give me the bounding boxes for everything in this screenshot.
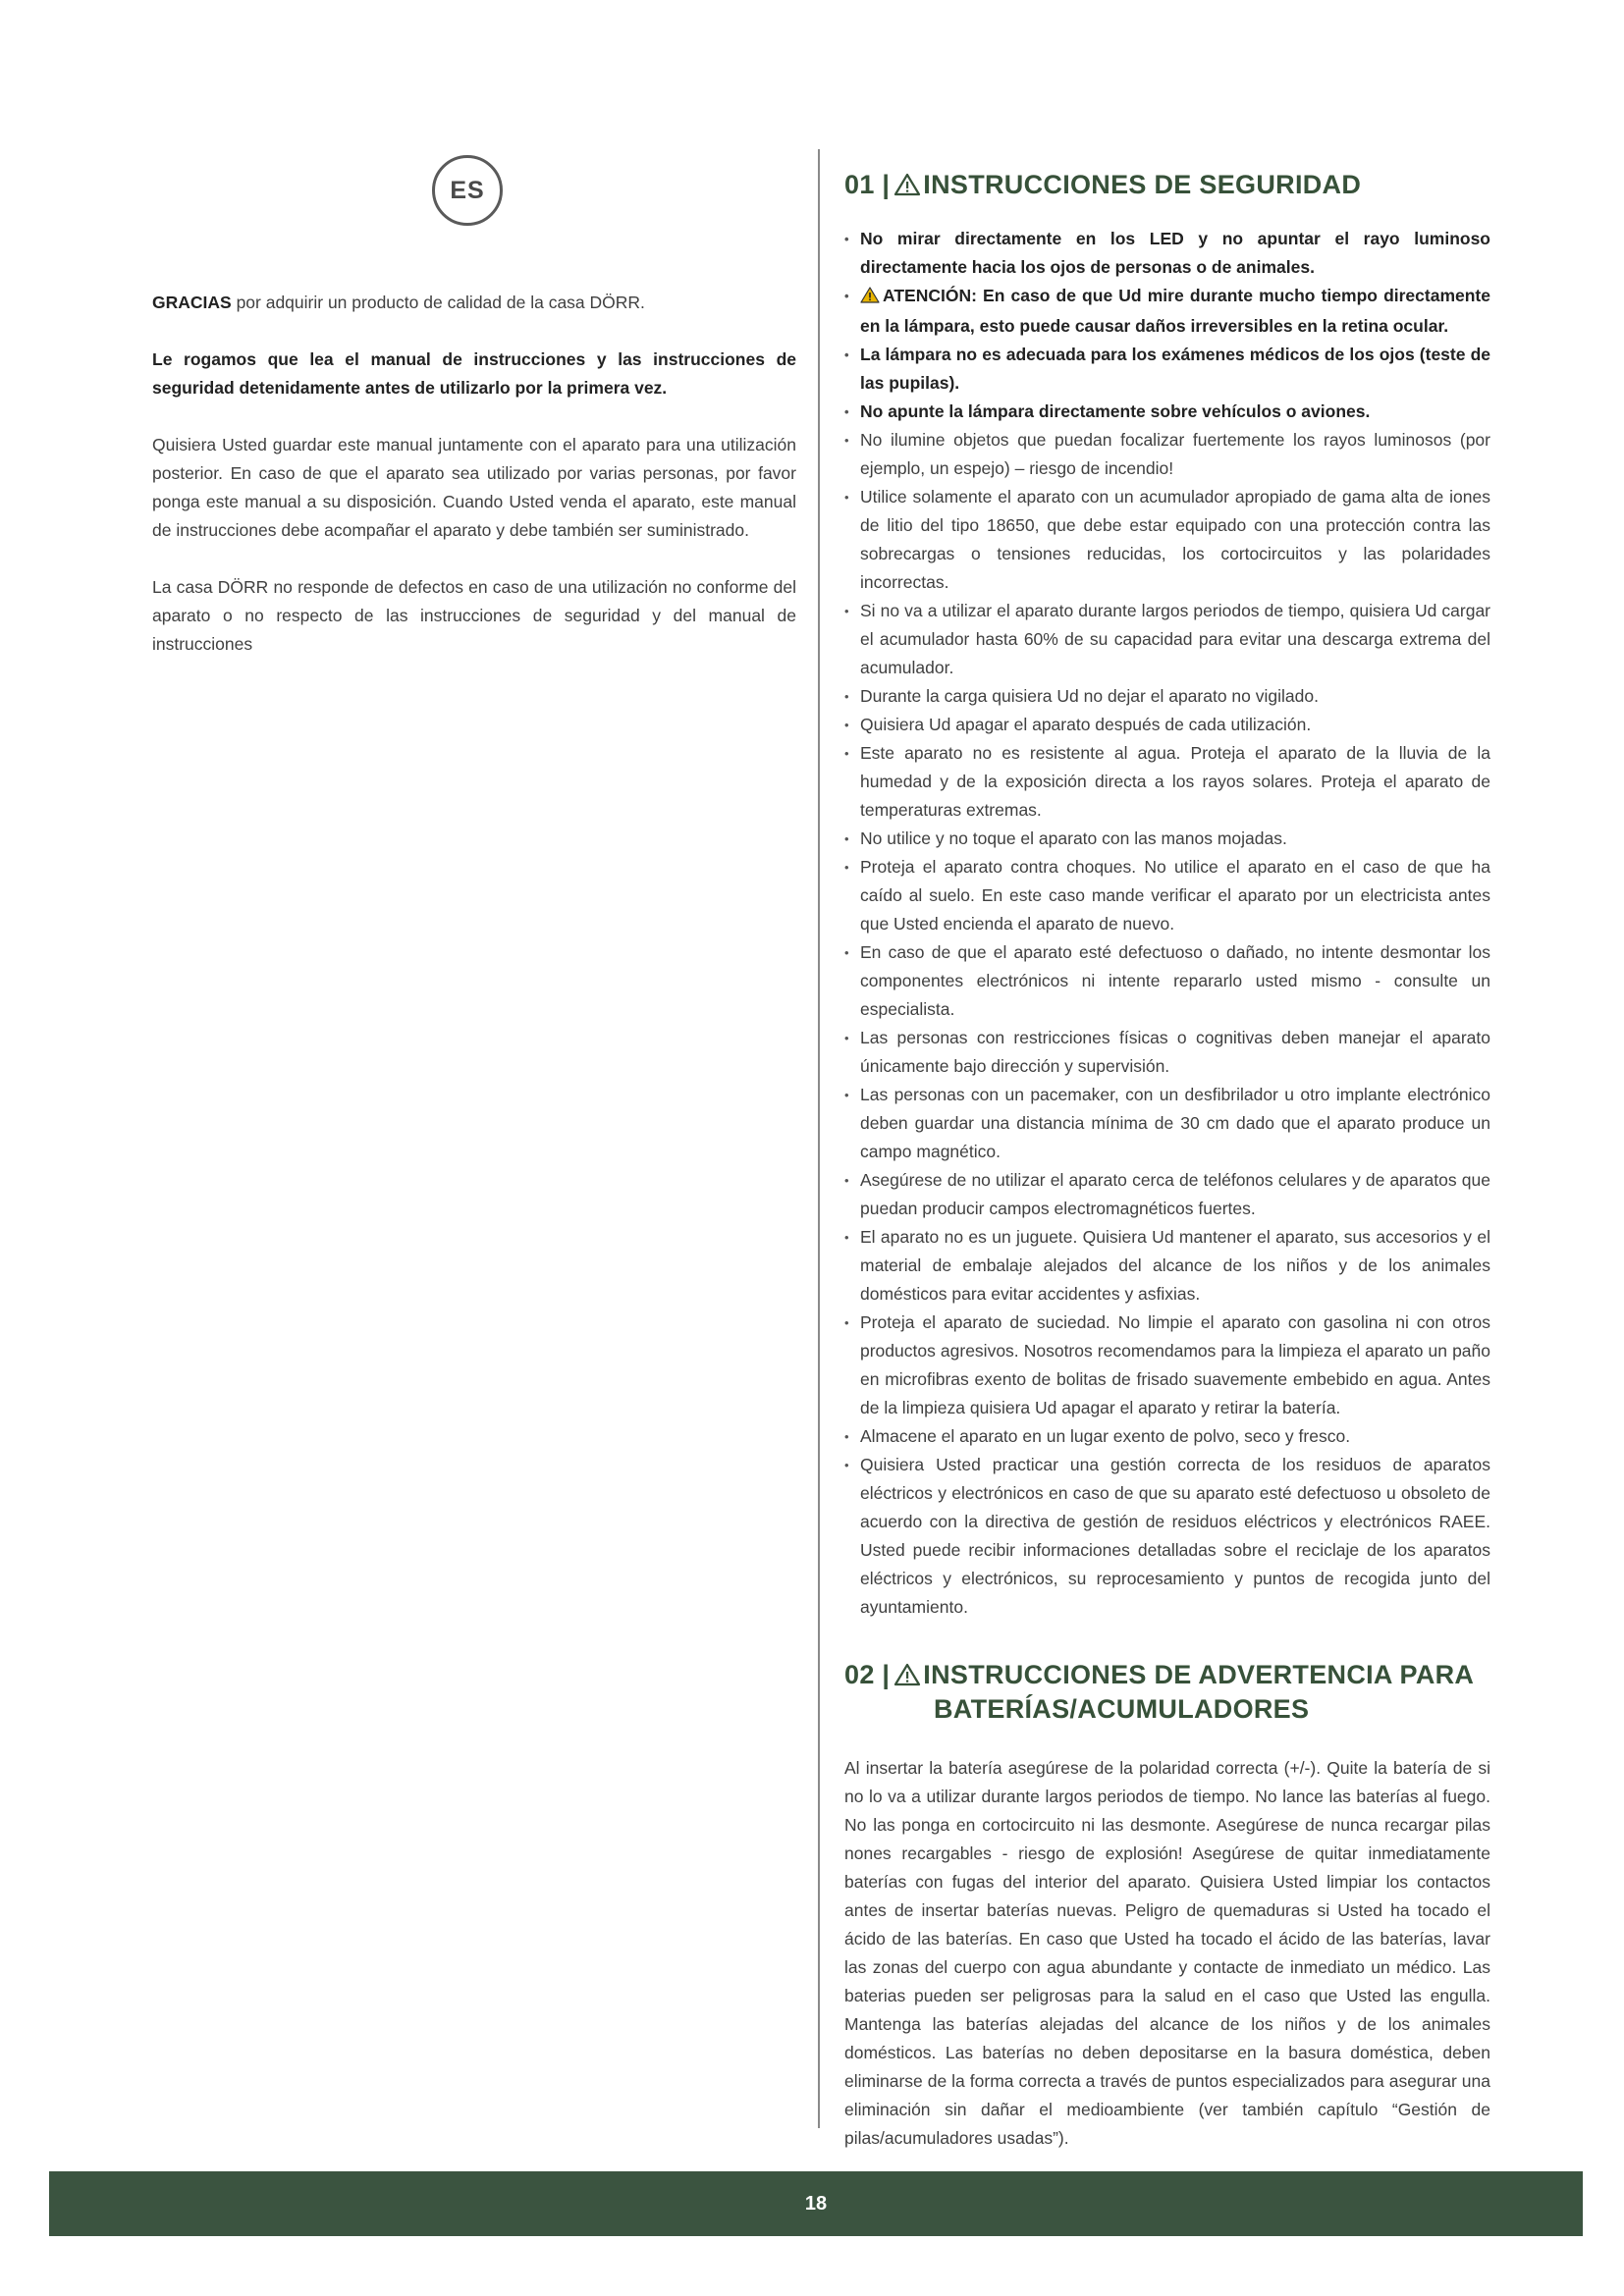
section1-title-text: INSTRUCCIONES DE SEGURIDAD xyxy=(923,170,1362,199)
intro-request-text: Le rogamos que lea el manual de instrucciones y las instrucciones de seguridad detenidamente antes de utilizarlo por la primera vez. xyxy=(152,349,796,398)
list-item: • No apunte la lámpara directamente sobre vehículos o aviones. xyxy=(844,398,1490,426)
list-item: • Quisiera Usted practicar una gestión correcta de los residuos de aparatos eléctricos y electrónicos en caso de que su aparato esté defectuoso u obsoleto de acuerdo con la directiva de gestión de residuos eléctricos y electrónicos RAEE. Usted puede recibir informaciones detalladas sobre el reciclaje de los aparatos eléctricos y electrónicos, su reprocesamiento y puntos de recogida junto del ayuntamiento. xyxy=(844,1451,1490,1622)
list-item: • El aparato no es un juguete. Quisiera Ud mantener el aparato, sus accesorios y el material de embalaje alejados del alcance de los niños y de los animales domésticos para evitar accidentes y asfixias. xyxy=(844,1223,1490,1308)
intro-thanks xyxy=(152,289,796,317)
list-item: • Las personas con un pacemaker, con un desfibrilador u otro implante electrónico deben guardar una distancia mínima de 30 cm dado que el aparato produce un campo magnético. xyxy=(844,1081,1490,1166)
list-item: • Quisiera Ud apagar el aparato después de cada utilización. xyxy=(844,711,1490,739)
page-number: 18 xyxy=(804,2192,828,2215)
list-item: • Asegúrese de no utilizar el aparato cerca de teléfonos celulares y de aparatos que puedan producir campos electromagnéticos fuertes. xyxy=(844,1166,1490,1223)
battery-warning-text: Al insertar la batería asegúrese de la polaridad correcta (+/-). Quite la batería de si no lo va a utilizar durante largos periodos de tiempo. No lance las baterías al fuego. No las ponga en cortocircuito ni las desmonte. Asegúrese de nunca recargar pilas nones recargables - riesgo de explosión! Asegúrese de quitar inmediatamente baterías con fugas del interior del aparato. Quisiera Usted limpiar los contactos antes de insertar baterías nuevas. Peligro de quemaduras si Usted ha tocado el ácido de las baterías. En caso que Usted ha tocado el ácido de las baterías, lavar las zonas del cuerpo con agua abundante y contacte de inmediato un médico. Las baterias pueden ser peligrosas para la salud en el caso que Usted las engulla. Mantenga las baterías alejadas del alcance de los niños y de los animales domésticos. Las baterías no deben depositarse en la basura doméstica, deben eliminarse de la forma correcta a través de puntos especializados para asegurar una eliminación sin dañar el medioambiente (ver también capítulo “Gestión de pilas/acumuladores usadas”). xyxy=(844,1758,1490,2148)
section1-title xyxy=(844,169,1490,203)
list-item: • Almacene el aparato en un lugar exento de polvo, seco y fresco. xyxy=(844,1422,1490,1451)
warning-text: En caso de que Ud mire durante mucho tiempo directamente en la lámpara, esto puede causar daños irreversibles en la retina ocular. xyxy=(860,286,1490,336)
list-item: • Proteja el aparato de suciedad. No limpie el aparato con gasolina ni con otros productos agresivos. Nosotros recomendamos para la limpieza el aparato un paño en microfibras exento de bolitas de frisado suavemente embebido en agua. Antes de la limpieza quisiera Ud apagar el aparato y retirar la batería. xyxy=(844,1308,1490,1422)
list-item: • Este aparato no es resistente al agua. Proteja el aparato de la lluvia de la humedad y de la exposición directa a los rayos solares. Proteja el aparato de temperaturas extremas. xyxy=(844,739,1490,825)
intro-thanks-bold: GRACIAS xyxy=(152,293,232,312)
list-item: • Proteja el aparato contra choques. No utilice el aparato en el caso de que ha caído al suelo. En este caso mande verificar el aparato por un electricista antes que Usted encienda el aparato de nuevo. xyxy=(844,853,1490,938)
intro-keep-manual: Quisiera Usted guardar este manual juntamente con el aparato para una utilización posterior. En caso de que el aparato sea utilizado por varias personas, por favor ponga este manual a su disposición. Cuando Usted venda el aparato, este manual de instrucciones debe acompañar el aparato y debe también ser suministrado. xyxy=(152,435,796,540)
list-item: • La lámpara no es adecuada para los exámenes médicos de los ojos (teste de las pupilas). xyxy=(844,341,1490,398)
intro-thanks-rest: por adquirir un producto de calidad de la casa DÖRR. xyxy=(231,293,645,312)
warning-label: ATENCIÓN: xyxy=(883,286,977,305)
list-item: • No mirar directamente en los LED y no apuntar el rayo luminoso directamente hacia los ojos de personas o de animales. xyxy=(844,225,1490,282)
safety-column xyxy=(844,169,1490,2153)
section2-title xyxy=(844,1659,1490,1725)
list-item: • En caso de que el aparato esté defectuoso o dañado, no intente desmontar los componentes electrónicos ni intente repararlo usted mismo - consulte un especialista. xyxy=(844,938,1490,1024)
column-divider xyxy=(818,149,820,2128)
warning-triangle-icon xyxy=(860,284,880,312)
list-item: • No utilice y no toque el aparato con las manos mojadas. xyxy=(844,825,1490,853)
list-item: • Utilice solamente el aparato con un acumulador apropiado de gama alta de iones de litio del tipo 18650, que debe estar equipado con una protección contra las sobrecargas o tensiones reducidas, los cortocircuitos y las polaridades incorrectas. xyxy=(844,483,1490,597)
language-badge: ES xyxy=(432,155,503,226)
safety-list xyxy=(844,225,1490,1622)
list-item: • No ilumine objetos que puedan focalizar fuertemente los rayos luminosos (por ejemplo, un espejo) – riesgo de incendio! xyxy=(844,426,1490,483)
section2-title-line1: INSTRUCCIONES DE ADVERTENCIA PARA xyxy=(923,1660,1475,1689)
intro-liability: La casa DÖRR no responde de defectos en caso de una utilización no conforme del aparato o no respecto de las instrucciones de seguridad y del manual de instrucciones xyxy=(152,577,796,654)
warning-triangle-icon xyxy=(893,1662,921,1693)
section2-title-line2: BATERÍAS/ACUMULADORES xyxy=(934,1694,1310,1724)
list-item xyxy=(844,282,1490,341)
section1-number: 01 | xyxy=(844,170,891,199)
list-item: • Si no va a utilizar el aparato durante largos periodos de tiempo, quisiera Ud cargar el acumulador hasta 60% de su capacidad para evitar una descarga extrema del acumulador. xyxy=(844,597,1490,682)
section2-heading xyxy=(844,1659,1490,1725)
page-footer xyxy=(49,2171,1583,2236)
warning-triangle-icon xyxy=(893,172,921,203)
intro-column xyxy=(152,289,796,687)
list-item: • Durante la carga quisiera Ud no dejar el aparato no vigilado. xyxy=(844,682,1490,711)
list-item: • Las personas con restricciones físicas o cognitivas deben manejar el aparato únicamente bajo dirección y supervisión. xyxy=(844,1024,1490,1081)
section2-number: 02 | xyxy=(844,1660,891,1689)
intro-request xyxy=(152,346,796,402)
